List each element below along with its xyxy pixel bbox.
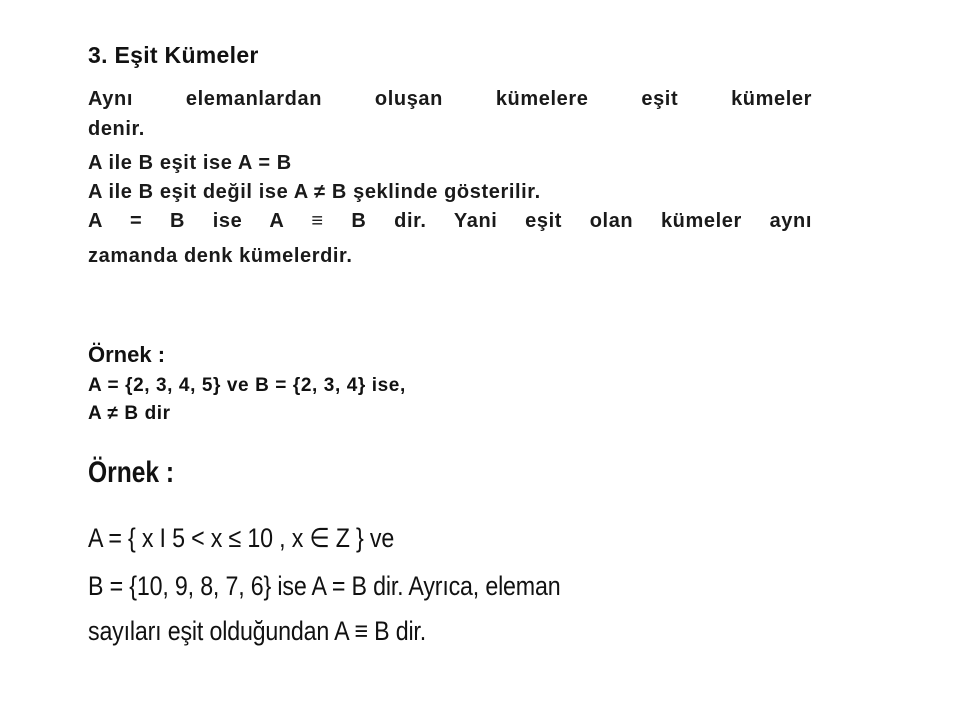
equal-statement: A ile B eşit ise A = B [88, 152, 292, 174]
example-2-line-1: A = { x І 5 < x ≤ 10 , x ∈ Z } ve [88, 523, 395, 553]
section-title: 3. Eşit Kümeler [88, 42, 259, 68]
equivalence-line-2: zamanda denk kümelerdir. [88, 245, 353, 267]
example-2-line-3: sayıları eşit olduğundan A ≡ B dir. [88, 616, 426, 646]
not-equal-statement: A ile B eşit değil ise A ≠ B şeklinde gösterilir. [88, 181, 541, 203]
definition-line-2: denir. [88, 118, 145, 140]
equivalence-line-1: A = B ise A ≡ B dir. Yani eşit olan kümeler aynı [88, 210, 812, 232]
definition-line-1: Aynı elemanlardan oluşan kümelere eşit kümeler [88, 88, 812, 110]
example-1-line-1: A = {2, 3, 4, 5} ve B = {2, 3, 4} ise, [88, 375, 406, 396]
example-1-line-2: A ≠ B dir [88, 403, 171, 424]
example-2-line-2: B = {10, 9, 8, 7, 6} ise A = B dir. Ayrıca, eleman [88, 571, 561, 601]
example-2-heading: Örnek : [88, 456, 175, 489]
example-1-heading: Örnek : [88, 342, 166, 367]
